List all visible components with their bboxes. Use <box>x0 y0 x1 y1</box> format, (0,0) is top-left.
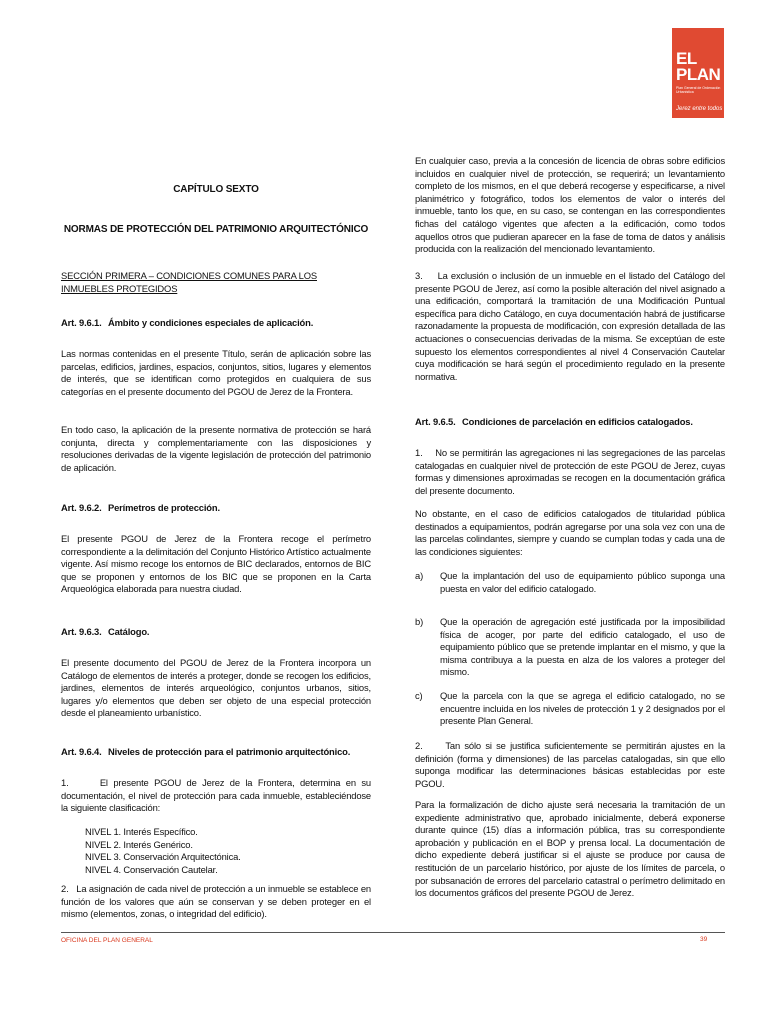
item-letter: a) <box>415 570 424 581</box>
numbered-item <box>61 777 371 814</box>
item-text <box>415 270 725 383</box>
page-number: 39 <box>700 936 708 943</box>
logo-tagline: Jerez entre todos <box>676 106 723 112</box>
article-number: Art. 9.6.4. <box>61 746 102 757</box>
item-letter: b) <box>415 616 424 627</box>
footer-office-name: OFICINA DEL PLAN GENERAL <box>61 937 153 944</box>
chapter-title: NORMAS DE PROTECCIÓN DEL PATRIMONIO ARQUITECTÓNICO <box>63 224 369 235</box>
article-heading-9-6-1 <box>61 317 371 330</box>
condition-item <box>415 616 725 678</box>
paragraph: El presente PGOU de Jerez de la Frontera recoge el perímetro correspondiente a la delimitación del Conjunto Histórico Artístico actualmente vigente. Así mismo recoge los entornos de BIC declarados, entornos de BIC que se proponen y entornos de los BIC que se proponen en la Carta Arqueológica elaborada para nuestra ciudad. <box>61 533 371 595</box>
level-item: NIVEL 4. Conservación Cautelar. <box>85 863 218 875</box>
footer-divider <box>61 932 725 933</box>
item-text: Que la implantación del uso de equipamiento público suponga una puesta en valor del edificio catalogado. <box>440 570 725 594</box>
item-text-content: La asignación de cada nivel de protección a un inmueble se establece en función de los valores que aún se conservan y se deben proteger en el mismo (elementos, zonas, o integridad del edificio). <box>61 883 371 920</box>
numbered-item <box>415 740 726 789</box>
item-text <box>61 777 371 815</box>
logo-line-2: PLAN <box>676 65 721 84</box>
paragraph: Para la formalización de dicho ajuste será necesaria la tramitación de un expediente administrativo que, aprobado inicialmente, deberá exponerse durante quince (15) días a información pública, tras su correspondiente aprobación y publicación en el BOP y prensa local. La documentación de dicho expediente deberá justificar si el ajuste se produce por causa de restitución de un parcelario histórico, por ajuste de los límites de parcela, o por subsanación de errores del parcelario catastral o perímetro delimitado en los documentos gráficos del presente PGOU de Jerez. <box>415 799 725 899</box>
paragraph: En todo caso, la aplicación de la presente normativa de protección se hará conjunta, directa y complementariamente con las disposiciones y resoluciones derivadas de la vigente legislación de protección del patrimonio de aplicación. <box>61 424 371 473</box>
article-number: Art. 9.6.3. <box>61 626 102 637</box>
numbered-item <box>415 270 725 380</box>
article-number: Art. 9.6.1. <box>61 317 102 328</box>
article-heading-9-6-5 <box>415 416 725 429</box>
article-heading-9-6-4 <box>61 746 371 759</box>
level-item: NIVEL 2. Interés Genérico. <box>85 838 193 850</box>
item-text-content: El presente PGOU de Jerez de la Frontera, determina en su documentación, el nivel de protección para cada inmueble, estableciéndose la siguiente clasificación: <box>61 777 371 814</box>
article-number: Art. 9.6.5. <box>415 416 456 427</box>
item-text <box>415 740 725 790</box>
item-text <box>415 447 725 497</box>
article-title: Condiciones de parcelación en edificios catalogados. <box>462 416 693 427</box>
article-title: Perímetros de protección. <box>108 502 220 513</box>
logo-subtitle: Plan General de Ordenación Urbanística <box>676 86 721 94</box>
numbered-item <box>415 447 725 496</box>
article-heading-9-6-3 <box>61 626 371 639</box>
item-number: 1. <box>415 447 423 458</box>
item-text <box>61 883 371 921</box>
el-plan-logo <box>672 28 724 118</box>
numbered-item <box>61 883 371 923</box>
chapter-heading: CAPÍTULO SEXTO <box>173 184 259 195</box>
item-letter: c) <box>415 690 423 701</box>
section-heading: SECCIÓN PRIMERA – CONDICIONES COMUNES PARA LOS INMUEBLES PROTEGIDOS <box>61 270 317 294</box>
item-text-content: Tan sólo si se justifica suficientemente se permitirán ajustes en la definición (forma y dimensiones) de las parcelas catalogadas, sin que ello suponga modificar las determinaciones básicas establecidas por este PGOU. <box>415 740 726 789</box>
condition-item <box>415 570 725 600</box>
article-number: Art. 9.6.2. <box>61 502 102 513</box>
item-text-content: No se permitirán las agregaciones ni las segregaciones de las parcelas catalogadas en cualquier nivel de protección de este PGOU de Jerez, cuyas formas y dimensiones aproximadas se recogen en la documentación gráfica del presente documento. <box>415 447 725 496</box>
item-number: 1. <box>61 777 69 788</box>
paragraph: No obstante, en el caso de edificios catalogados de titularidad pública destinados a equipamientos, podrán agregarse por una sola vez con una de las parcelas colindantes, siempre y cuando se cumplan todas y cada una de las condiciones siguientes: <box>415 508 725 557</box>
level-item: NIVEL 3. Conservación Arquitectónica. <box>85 851 241 863</box>
article-heading-9-6-2 <box>61 502 371 515</box>
logo-line-1: EL <box>676 49 697 68</box>
article-title: Niveles de protección para el patrimonio arquitectónico. <box>108 746 351 757</box>
article-title: Catálogo. <box>108 626 150 637</box>
item-number: 2. <box>61 883 69 894</box>
item-text: Que la parcela con la que se agrega el edificio catalogado, no se encuentre incluida en los niveles de protección 1 y 2 designados por el presente Plan General. <box>440 690 725 727</box>
item-number: 3. <box>415 270 423 281</box>
item-text-content: La exclusión o inclusión de un inmueble en el listado del Catálogo del presente PGOU de Jerez, así como la posible alteración del nivel asignado a una edificación, comportará la tramitación de una Modificación Puntual específica para dicho Catálogo, en cuya documentación habrá de justificarse razonadamente la propuesta de modificación, con expresión detallada de las actuaciones o consecuencias derivadas de la misma. Se exceptúan de este supuesto los elementos correspondientes al nivel 4 Conservación Cautelar cuya modificación se hará según el procedimiento regulado en la presente normativa. <box>415 270 725 382</box>
paragraph: Las normas contenidas en el presente Título, serán de aplicación sobre las parcelas, edificios, jardines, espacios, conjuntos, sitios, lugares y elementos de interés, que se identifican como protegidos en cualquiera de sus categorías en el presente documento del PGOU de Jerez de la Frontera. <box>61 348 371 397</box>
item-number: 2. <box>415 740 423 751</box>
article-title: Ámbito y condiciones especiales de aplicación. <box>108 317 314 328</box>
item-text: Que la operación de agregación esté justificada por la imposibilidad física de acoger, por parte del edificio catalogado, el uso de equipamiento público que se pretende implantar en el mismo, y que la misma contribuya a la puesta en alza de los valores a proteger del mismo. <box>440 616 725 678</box>
paragraph: En cualquier caso, previa a la concesión de licencia de obras sobre edificios incluidos en cualquier nivel de protección, se requerirá; un levantamiento completo de los mismos, en el que deberá recogerse y especificarse, a nivel planimétrico y fotográfico, todos los elementos de valor o interés del inmueble, tanto los que, en su caso, se contengan en las correspondientes fichas del catálogo vigentes que afecten a la edificación, como todos aquellos otros que pudieran aparecer en la fase de toma de datos y análisis producida con la realización del mencionado levantamiento. <box>415 155 725 255</box>
condition-item <box>415 690 725 727</box>
paragraph: El presente documento del PGOU de Jerez de la Frontera incorpora un Catálogo de elementos de interés a proteger, donde se recogen los edificios, jardines, elementos de interés arqueológico, conjuntos urbanos, sitios, lugares y/o elementos que deben ser objeto de una especial protección desde el planeamiento urbanístico. <box>61 657 371 719</box>
levels-list <box>85 826 365 876</box>
level-item: NIVEL 1. Interés Específico. <box>85 826 198 837</box>
